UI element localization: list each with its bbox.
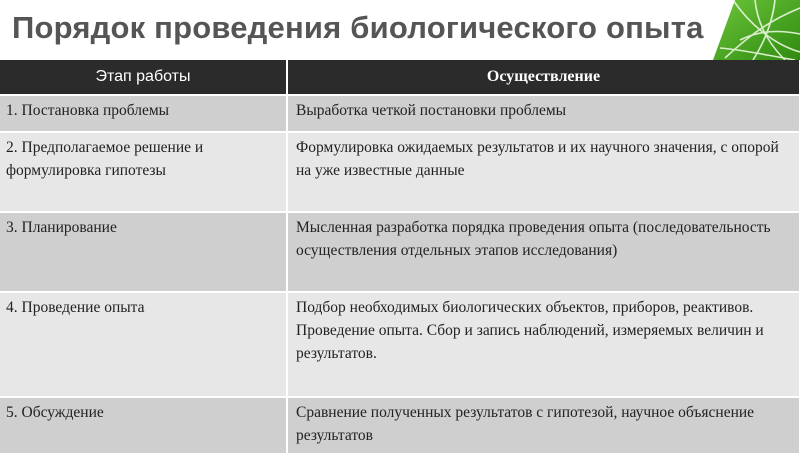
table-header-row: [0, 60, 800, 95]
stage-cell: 5. Обсуждение: [0, 397, 287, 453]
column-header-action: Осуществление: [287, 60, 800, 95]
stage-cell: 1. Постановка проблемы: [0, 95, 287, 132]
column-header-stage: Этап работы: [0, 60, 287, 95]
slide-title: Порядок проведения биологического опыта: [12, 10, 704, 45]
title-bar: [0, 0, 800, 60]
stage-cell: 3. Планирование: [0, 212, 287, 292]
steps-table-container: [0, 60, 800, 450]
stage-cell: 2. Предполагаемое решение и формулировка гипотезы: [0, 132, 287, 212]
action-cell: Сравнение полученных результатов с гипотезой, научное объяснение результатов: [287, 397, 800, 453]
action-cell: Выработка четкой постановки проблемы: [287, 95, 800, 132]
steps-table: [0, 60, 800, 453]
stage-cell: 4. Проведение опыта: [0, 292, 287, 397]
green-abstract-lines-icon: [695, 0, 800, 60]
action-cell: Подбор необходимых биологических объектов, приборов, реактивов. Проведение опыта. Сбор и запись наблюдений, измеряемых величин и результатов.: [287, 292, 800, 397]
table-row: [0, 132, 800, 212]
action-cell: Мысленная разработка порядка проведения опыта (последовательность осуществления отдельных этапов исследования): [287, 212, 800, 292]
table-row: [0, 397, 800, 453]
table-row: [0, 292, 800, 397]
table-row: [0, 95, 800, 132]
action-cell: Формулировка ожидаемых результатов и их научного значения, с опорой на уже известные данные: [287, 132, 800, 212]
table-row: [0, 212, 800, 292]
